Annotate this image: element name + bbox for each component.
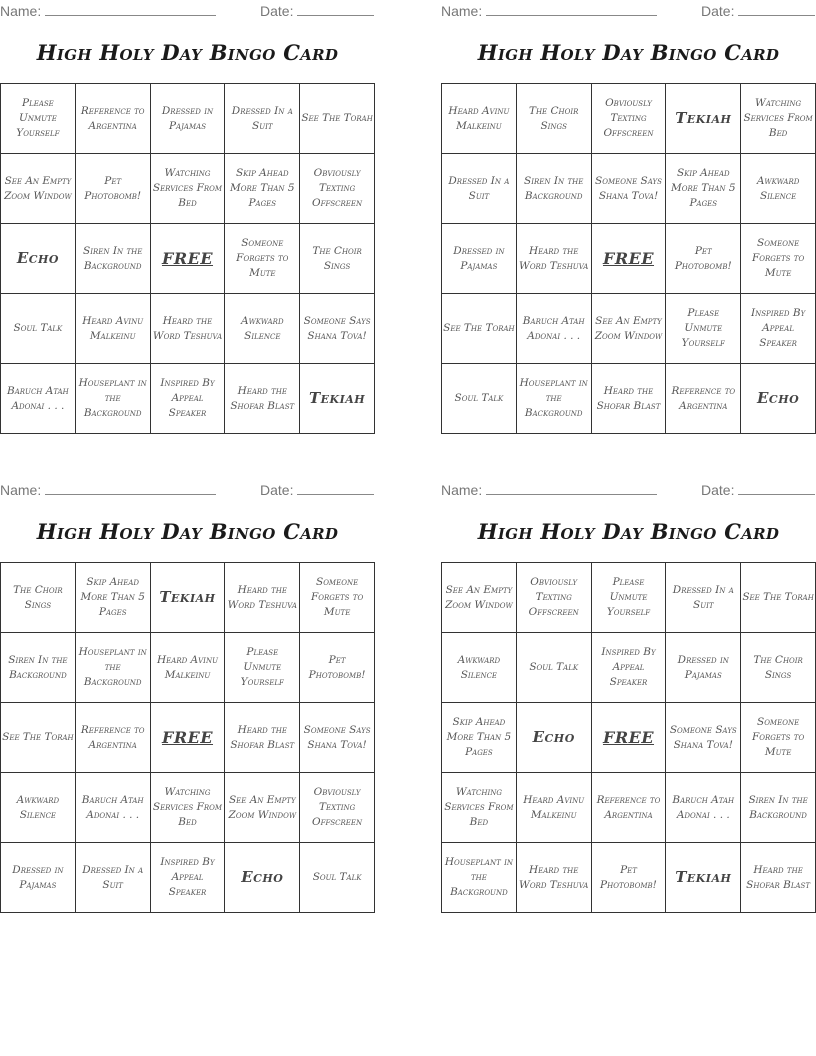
free-space-cell[interactable]: FREE bbox=[151, 224, 226, 294]
bingo-cell[interactable]: Please Unmute Yourself bbox=[225, 633, 300, 703]
date-blank-line[interactable] bbox=[297, 3, 374, 16]
name-field[interactable] bbox=[0, 482, 216, 498]
card-title: High Holy Day Bingo Card bbox=[477, 40, 780, 65]
bingo-cell[interactable]: Watching Services From Bed bbox=[442, 773, 517, 843]
bingo-cell[interactable]: Tekiah bbox=[300, 364, 375, 434]
bingo-grid bbox=[0, 562, 375, 913]
bingo-cell[interactable]: Someone Says Shana Tova! bbox=[592, 154, 667, 224]
date-label: Date: bbox=[701, 482, 735, 498]
name-blank-line[interactable] bbox=[486, 3, 657, 16]
bingo-cell[interactable]: Dressed In a Suit bbox=[225, 84, 300, 154]
bingo-cell[interactable]: Please Unmute Yourself bbox=[1, 84, 76, 154]
date-label: Date: bbox=[701, 3, 735, 19]
bingo-cell[interactable]: Heard Avinu Malkeinu bbox=[76, 294, 151, 364]
bingo-grid bbox=[0, 83, 375, 434]
bingo-card bbox=[441, 479, 816, 919]
bingo-cell[interactable]: Heard Avinu Malkeinu bbox=[517, 773, 592, 843]
bingo-cell[interactable]: See An Empty Zoom Window bbox=[442, 563, 517, 633]
bingo-cell[interactable]: Baruch Atah Adonai . . . bbox=[666, 773, 741, 843]
name-label: Name: bbox=[0, 482, 42, 498]
bingo-cell[interactable]: Someone Forgets to Mute bbox=[741, 703, 816, 773]
bingo-cell[interactable]: Baruch Atah Adonai . . . bbox=[76, 773, 151, 843]
bingo-cell[interactable]: Inspired By Appeal Speaker bbox=[151, 843, 226, 913]
bingo-cell[interactable]: Heard the Shofar Blast bbox=[592, 364, 667, 434]
bingo-cell[interactable]: Houseplant in the Background bbox=[517, 364, 592, 434]
bingo-cell[interactable]: Awkward Silence bbox=[741, 154, 816, 224]
bingo-cell[interactable]: Please Unmute Yourself bbox=[592, 563, 667, 633]
bingo-cell[interactable]: Awkward Silence bbox=[442, 633, 517, 703]
date-label: Date: bbox=[260, 3, 294, 19]
free-space-cell[interactable]: FREE bbox=[592, 703, 667, 773]
bingo-cell[interactable]: Soul Talk bbox=[300, 843, 375, 913]
bingo-cell[interactable]: Houseplant in the Background bbox=[76, 364, 151, 434]
bingo-cell[interactable]: Awkward Silence bbox=[225, 294, 300, 364]
bingo-cell[interactable]: Inspired By Appeal Speaker bbox=[151, 364, 226, 434]
bingo-cell[interactable]: Heard the Shofar Blast bbox=[225, 703, 300, 773]
bingo-cell[interactable]: Obviously Texting Offscreen bbox=[300, 773, 375, 843]
name-label: Name: bbox=[441, 482, 483, 498]
bingo-cell[interactable]: Echo bbox=[1, 224, 76, 294]
date-blank-line[interactable] bbox=[738, 482, 815, 495]
bingo-cell[interactable]: Houseplant in the Background bbox=[442, 843, 517, 913]
bingo-cell[interactable]: Siren In the Background bbox=[741, 773, 816, 843]
bingo-cell[interactable]: Someone Says Shana Tova! bbox=[300, 294, 375, 364]
bingo-cell[interactable]: Pet Photobomb! bbox=[76, 154, 151, 224]
bingo-cell[interactable]: Inspired By Appeal Speaker bbox=[741, 294, 816, 364]
bingo-cell[interactable]: Echo bbox=[225, 843, 300, 913]
bingo-cell[interactable]: Reference to Argentina bbox=[592, 773, 667, 843]
bingo-cell[interactable]: Heard the Word Teshuva bbox=[151, 294, 226, 364]
bingo-cell[interactable]: Watching Services From Bed bbox=[151, 154, 226, 224]
bingo-cell[interactable]: Baruch Atah Adonai . . . bbox=[517, 294, 592, 364]
bingo-cell[interactable]: Siren In the Background bbox=[1, 633, 76, 703]
bingo-cell[interactable]: Reference to Argentina bbox=[76, 703, 151, 773]
bingo-cell[interactable]: Please Unmute Yourself bbox=[666, 294, 741, 364]
free-space-cell[interactable]: FREE bbox=[151, 703, 226, 773]
bingo-cell[interactable]: See The Torah bbox=[300, 84, 375, 154]
date-field[interactable] bbox=[260, 482, 374, 498]
bingo-cell[interactable]: Heard the Word Teshuva bbox=[517, 843, 592, 913]
name-field[interactable] bbox=[441, 482, 657, 498]
free-space-cell[interactable]: FREE bbox=[592, 224, 667, 294]
name-field[interactable] bbox=[441, 3, 657, 19]
bingo-cell[interactable]: The Choir Sings bbox=[517, 84, 592, 154]
bingo-cell[interactable]: Dressed in Pajamas bbox=[1, 843, 76, 913]
bingo-grid bbox=[441, 83, 816, 434]
card-title: High Holy Day Bingo Card bbox=[36, 40, 339, 65]
name-blank-line[interactable] bbox=[45, 482, 216, 495]
bingo-cell[interactable]: The Choir Sings bbox=[741, 633, 816, 703]
bingo-cell[interactable]: Skip Ahead More Than 5 Pages bbox=[225, 154, 300, 224]
bingo-cell[interactable]: See An Empty Zoom Window bbox=[1, 154, 76, 224]
bingo-cell[interactable]: Skip Ahead More Than 5 Pages bbox=[76, 563, 151, 633]
bingo-cell[interactable]: Someone Forgets to Mute bbox=[225, 224, 300, 294]
bingo-cell[interactable]: Soul Talk bbox=[442, 364, 517, 434]
bingo-cell[interactable]: Pet Photobomb! bbox=[666, 224, 741, 294]
bingo-cell[interactable]: Dressed In a Suit bbox=[76, 843, 151, 913]
date-field[interactable] bbox=[701, 3, 815, 19]
bingo-cell[interactable]: Watching Services From Bed bbox=[151, 773, 226, 843]
date-field[interactable] bbox=[260, 3, 374, 19]
bingo-cell[interactable]: Dressed in Pajamas bbox=[151, 84, 226, 154]
bingo-cell[interactable]: Obviously Texting Offscreen bbox=[517, 563, 592, 633]
bingo-cell[interactable]: Tekiah bbox=[666, 843, 741, 913]
bingo-cell[interactable]: Someone Forgets to Mute bbox=[300, 563, 375, 633]
card-title: High Holy Day Bingo Card bbox=[477, 519, 780, 544]
bingo-cell[interactable]: Someone Says Shana Tova! bbox=[300, 703, 375, 773]
bingo-cell[interactable]: Skip Ahead More Than 5 Pages bbox=[442, 703, 517, 773]
bingo-cell[interactable]: Siren In the Background bbox=[76, 224, 151, 294]
bingo-cell[interactable]: Obviously Texting Offscreen bbox=[300, 154, 375, 224]
bingo-cell[interactable]: Reference to Argentina bbox=[666, 364, 741, 434]
bingo-cell[interactable]: Baruch Atah Adonai . . . bbox=[1, 364, 76, 434]
date-field[interactable] bbox=[701, 482, 815, 498]
bingo-cell[interactable]: Pet Photobomb! bbox=[592, 843, 667, 913]
bingo-cell[interactable]: Heard Avinu Malkeinu bbox=[151, 633, 226, 703]
bingo-cell[interactable]: Someone Says Shana Tova! bbox=[666, 703, 741, 773]
bingo-cell[interactable]: Reference to Argentina bbox=[76, 84, 151, 154]
bingo-cell[interactable]: Dressed In a Suit bbox=[666, 563, 741, 633]
bingo-card bbox=[0, 479, 375, 919]
name-label: Name: bbox=[0, 3, 42, 19]
bingo-cell[interactable]: The Choir Sings bbox=[1, 563, 76, 633]
bingo-card bbox=[0, 0, 375, 440]
bingo-cell[interactable]: See The Torah bbox=[1, 703, 76, 773]
date-label: Date: bbox=[260, 482, 294, 498]
bingo-cell[interactable]: Siren In the Background bbox=[517, 154, 592, 224]
bingo-cell[interactable]: Heard the Shofar Blast bbox=[741, 843, 816, 913]
name-label: Name: bbox=[441, 3, 483, 19]
bingo-cell[interactable]: Heard Avinu Malkeinu bbox=[442, 84, 517, 154]
bingo-cell[interactable]: Watching Services From Bed bbox=[741, 84, 816, 154]
bingo-cell[interactable]: See The Torah bbox=[741, 563, 816, 633]
date-blank-line[interactable] bbox=[297, 482, 374, 495]
bingo-cell[interactable]: Soul Talk bbox=[517, 633, 592, 703]
bingo-cell[interactable]: Echo bbox=[517, 703, 592, 773]
bingo-cell[interactable]: See The Torah bbox=[442, 294, 517, 364]
name-field[interactable] bbox=[0, 3, 216, 19]
bingo-cell[interactable]: Obviously Texting Offscreen bbox=[592, 84, 667, 154]
bingo-cell[interactable]: Soul Talk bbox=[1, 294, 76, 364]
bingo-grid bbox=[441, 562, 816, 913]
name-blank-line[interactable] bbox=[486, 482, 657, 495]
bingo-cell[interactable]: See An Empty Zoom Window bbox=[592, 294, 667, 364]
card-title: High Holy Day Bingo Card bbox=[36, 519, 339, 544]
bingo-cell[interactable]: Dressed in Pajamas bbox=[666, 633, 741, 703]
bingo-cell[interactable]: Skip Ahead More Than 5 Pages bbox=[666, 154, 741, 224]
bingo-cell[interactable]: Dressed In a Suit bbox=[442, 154, 517, 224]
date-blank-line[interactable] bbox=[738, 3, 815, 16]
bingo-cell[interactable]: Inspired By Appeal Speaker bbox=[592, 633, 667, 703]
bingo-cell[interactable]: Heard the Word Teshuva bbox=[225, 563, 300, 633]
bingo-cell[interactable]: Awkward Silence bbox=[1, 773, 76, 843]
bingo-cell[interactable]: The Choir Sings bbox=[300, 224, 375, 294]
bingo-cell[interactable]: See An Empty Zoom Window bbox=[225, 773, 300, 843]
name-blank-line[interactable] bbox=[45, 3, 216, 16]
bingo-cell[interactable]: Dressed in Pajamas bbox=[442, 224, 517, 294]
bingo-cell[interactable]: Houseplant in the Background bbox=[76, 633, 151, 703]
bingo-cell[interactable]: Pet Photobomb! bbox=[300, 633, 375, 703]
bingo-cell[interactable]: Tekiah bbox=[666, 84, 741, 154]
bingo-cell[interactable]: Heard the Shofar Blast bbox=[225, 364, 300, 434]
bingo-cell[interactable]: Echo bbox=[741, 364, 816, 434]
bingo-cell[interactable]: Heard the Word Teshuva bbox=[517, 224, 592, 294]
bingo-card bbox=[441, 0, 816, 440]
bingo-cell[interactable]: Tekiah bbox=[151, 563, 226, 633]
bingo-cell[interactable]: Someone Forgets to Mute bbox=[741, 224, 816, 294]
